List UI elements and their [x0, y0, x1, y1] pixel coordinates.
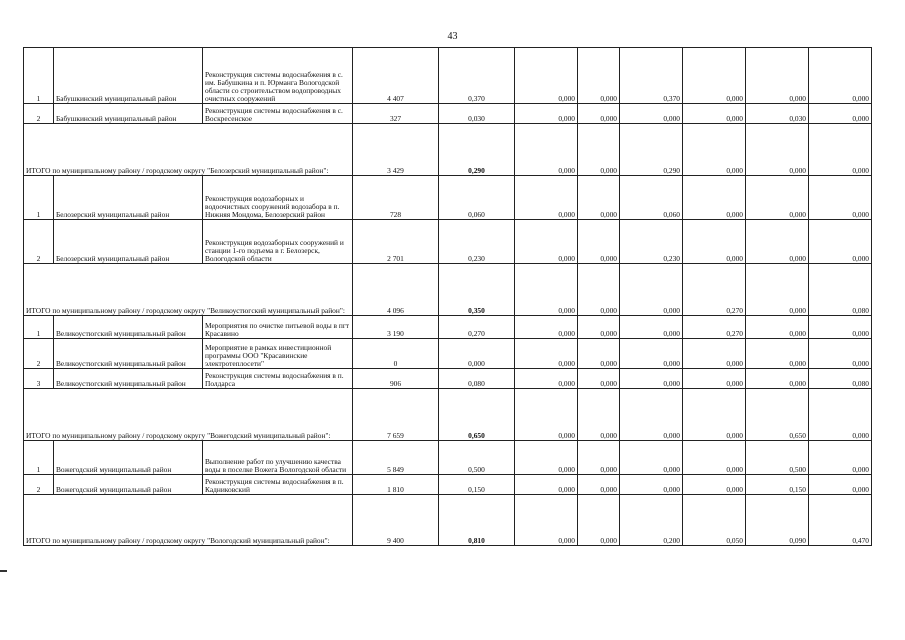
value-cell: 0,000 [515, 339, 578, 369]
value-cell: 0,000 [620, 264, 683, 316]
row-number: 2 [24, 475, 54, 495]
table-row [24, 220, 872, 264]
cost-cell: 728 [353, 176, 439, 220]
value-cell: 0,000 [515, 104, 578, 124]
value-cell: 0,000 [620, 475, 683, 495]
value-cell: 0,080 [809, 369, 872, 389]
value-cell: 0,000 [809, 316, 872, 339]
cost-cell: 3 190 [353, 316, 439, 339]
table-row [24, 441, 872, 475]
value-cell: 0,000 [683, 104, 746, 124]
district-name: Бабушкинский муниципальный район [54, 48, 203, 104]
table-row [24, 475, 872, 495]
measure-description: Выполнение работ по улучшению качества воды в поселке Вожега Вологодской области [203, 441, 353, 475]
value-cell: 0,000 [683, 176, 746, 220]
value-cell: 0,000 [578, 176, 620, 220]
value-cell: 0,000 [809, 220, 872, 264]
measure-description: Реконструкция водозаборных и водоочистных сооружений водозабора в п. Нижняя Мондома, Белозерский район [203, 176, 353, 220]
value-cell: 0,000 [578, 389, 620, 441]
district-name: Великоустюгский муниципальный район [54, 339, 203, 369]
value-cell: 0,000 [683, 220, 746, 264]
district-name: Вожегодский муниципальный район [54, 441, 203, 475]
value-cell: 0,000 [578, 124, 620, 176]
measure-description: Реконструкция системы водоснабжения в п. Кадниковский [203, 475, 353, 495]
district-name: Вожегодский муниципальный район [54, 475, 203, 495]
value-cell: 0,000 [620, 369, 683, 389]
value-cell: 0,000 [578, 495, 620, 546]
total-label: ИТОГО по муниципальному району / городскому округу "Вологодский муниципальный район": [24, 495, 353, 546]
value-cell: 0,000 [683, 339, 746, 369]
value-cell: 0,000 [683, 124, 746, 176]
cost-cell: 9 400 [353, 495, 439, 546]
cost-cell: 1 810 [353, 475, 439, 495]
total-value-cell: 0,270 [439, 316, 515, 339]
value-cell: 0,000 [809, 339, 872, 369]
value-cell: 0,000 [578, 339, 620, 369]
value-cell: 0,080 [809, 264, 872, 316]
value-cell: 0,650 [746, 389, 809, 441]
value-cell: 0,000 [809, 104, 872, 124]
value-cell: 0,290 [620, 124, 683, 176]
value-cell: 0,000 [809, 48, 872, 104]
value-cell: 0,000 [746, 264, 809, 316]
value-cell: 0,000 [578, 441, 620, 475]
measure-description: Мероприятие в рамках инвестиционной программы ООО "Красавинские электротеплосети" [203, 339, 353, 369]
total-row [24, 124, 872, 176]
page-number: 43 [447, 31, 458, 42]
row-number: 1 [24, 316, 54, 339]
district-name: Великоустюгский муниципальный район [54, 316, 203, 339]
total-value-cell: 0,080 [439, 369, 515, 389]
value-cell: 0,000 [578, 48, 620, 104]
district-name: Великоустюгский муниципальный район [54, 369, 203, 389]
value-cell: 0,000 [578, 475, 620, 495]
total-row [24, 264, 872, 316]
total-label: ИТОГО по муниципальному району / городскому округу "Великоустюгский муниципальный район": [24, 264, 353, 316]
cost-cell: 906 [353, 369, 439, 389]
total-value-cell: 0,000 [439, 339, 515, 369]
value-cell: 0,000 [746, 339, 809, 369]
value-cell: 0,000 [746, 48, 809, 104]
row-number: 1 [24, 176, 54, 220]
table-row [24, 339, 872, 369]
value-cell: 0,000 [746, 316, 809, 339]
value-cell: 0,270 [683, 264, 746, 316]
total-label: ИТОГО по муниципальному району / городскому округу "Белозерский муниципальный район": [24, 124, 353, 176]
table-body [24, 48, 872, 546]
value-cell: 0,000 [620, 389, 683, 441]
value-cell: 0,000 [809, 176, 872, 220]
value-cell: 0,000 [746, 220, 809, 264]
value-cell: 0,000 [620, 339, 683, 369]
value-cell: 0,000 [578, 220, 620, 264]
total-value-cell: 0,290 [439, 124, 515, 176]
row-number: 1 [24, 48, 54, 104]
value-cell: 0,000 [515, 495, 578, 546]
value-cell: 0,270 [683, 316, 746, 339]
value-cell: 0,000 [809, 389, 872, 441]
program-table [23, 47, 872, 546]
value-cell: 0,000 [515, 176, 578, 220]
row-number: 2 [24, 104, 54, 124]
value-cell: 0,000 [746, 124, 809, 176]
total-value-cell: 0,810 [439, 495, 515, 546]
district-name: Бабушкинский муниципальный район [54, 104, 203, 124]
value-cell: 0,030 [746, 104, 809, 124]
table-row [24, 316, 872, 339]
cost-cell: 2 701 [353, 220, 439, 264]
row-number: 2 [24, 339, 54, 369]
edge-mark [0, 570, 7, 572]
table-row [24, 104, 872, 124]
measure-description: Мероприятия по очистке питьевой воды в пгт Красавино [203, 316, 353, 339]
value-cell: 0,000 [515, 389, 578, 441]
value-cell: 0,000 [515, 475, 578, 495]
value-cell: 0,000 [620, 316, 683, 339]
value-cell: 0,060 [620, 176, 683, 220]
row-number: 1 [24, 441, 54, 475]
value-cell: 0,470 [809, 495, 872, 546]
row-number: 2 [24, 220, 54, 264]
value-cell: 0,000 [809, 124, 872, 176]
value-cell: 0,000 [683, 441, 746, 475]
row-number: 3 [24, 369, 54, 389]
value-cell: 0,000 [578, 264, 620, 316]
value-cell: 0,000 [809, 475, 872, 495]
value-cell: 0,050 [683, 495, 746, 546]
value-cell: 0,000 [515, 369, 578, 389]
value-cell: 0,000 [683, 369, 746, 389]
value-cell: 0,000 [620, 104, 683, 124]
value-cell: 0,000 [578, 316, 620, 339]
total-value-cell: 0,350 [439, 264, 515, 316]
measure-description: Реконструкция системы водоснабжения в с. им. Бабушкина и п. Юрманга Вологодской области со строительством водопроводных очистных сооружений [203, 48, 353, 104]
value-cell: 0,000 [515, 220, 578, 264]
total-value-cell: 0,650 [439, 389, 515, 441]
total-label: ИТОГО по муниципальному району / городскому округу "Вожегодский муниципальный район": [24, 389, 353, 441]
value-cell: 0,370 [620, 48, 683, 104]
cost-cell: 4 407 [353, 48, 439, 104]
total-row [24, 389, 872, 441]
value-cell: 0,000 [515, 264, 578, 316]
table-row [24, 369, 872, 389]
cost-cell: 7 659 [353, 389, 439, 441]
value-cell: 0,000 [515, 441, 578, 475]
value-cell: 0,200 [620, 495, 683, 546]
value-cell: 0,150 [746, 475, 809, 495]
measure-description: Реконструкция водозаборных сооружений и станции 1-го подъема в г. Белозерск, Вологодской области [203, 220, 353, 264]
value-cell: 0,000 [578, 369, 620, 389]
total-value-cell: 0,370 [439, 48, 515, 104]
district-name: Белозерский муниципальный район [54, 176, 203, 220]
value-cell: 0,000 [515, 48, 578, 104]
value-cell: 0,000 [809, 441, 872, 475]
value-cell: 0,000 [578, 104, 620, 124]
cost-cell: 5 849 [353, 441, 439, 475]
value-cell: 0,000 [746, 176, 809, 220]
cost-cell: 4 096 [353, 264, 439, 316]
total-value-cell: 0,150 [439, 475, 515, 495]
total-value-cell: 0,500 [439, 441, 515, 475]
value-cell: 0,500 [746, 441, 809, 475]
total-value-cell: 0,230 [439, 220, 515, 264]
value-cell: 0,000 [683, 475, 746, 495]
cost-cell: 0 [353, 339, 439, 369]
value-cell: 0,000 [620, 441, 683, 475]
total-row [24, 495, 872, 546]
value-cell: 0,000 [515, 316, 578, 339]
measure-description: Реконструкция системы водоснабжения в п. Полдарса [203, 369, 353, 389]
value-cell: 0,000 [683, 48, 746, 104]
value-cell: 0,090 [746, 495, 809, 546]
table-row [24, 48, 872, 104]
cost-cell: 3 429 [353, 124, 439, 176]
measure-description: Реконструкция системы водоснабжения в с. Воскресенское [203, 104, 353, 124]
total-value-cell: 0,060 [439, 176, 515, 220]
value-cell: 0,000 [515, 124, 578, 176]
cost-cell: 327 [353, 104, 439, 124]
district-name: Белозерский муниципальный район [54, 220, 203, 264]
value-cell: 0,230 [620, 220, 683, 264]
value-cell: 0,000 [683, 389, 746, 441]
value-cell: 0,000 [746, 369, 809, 389]
table-row [24, 176, 872, 220]
total-value-cell: 0,030 [439, 104, 515, 124]
